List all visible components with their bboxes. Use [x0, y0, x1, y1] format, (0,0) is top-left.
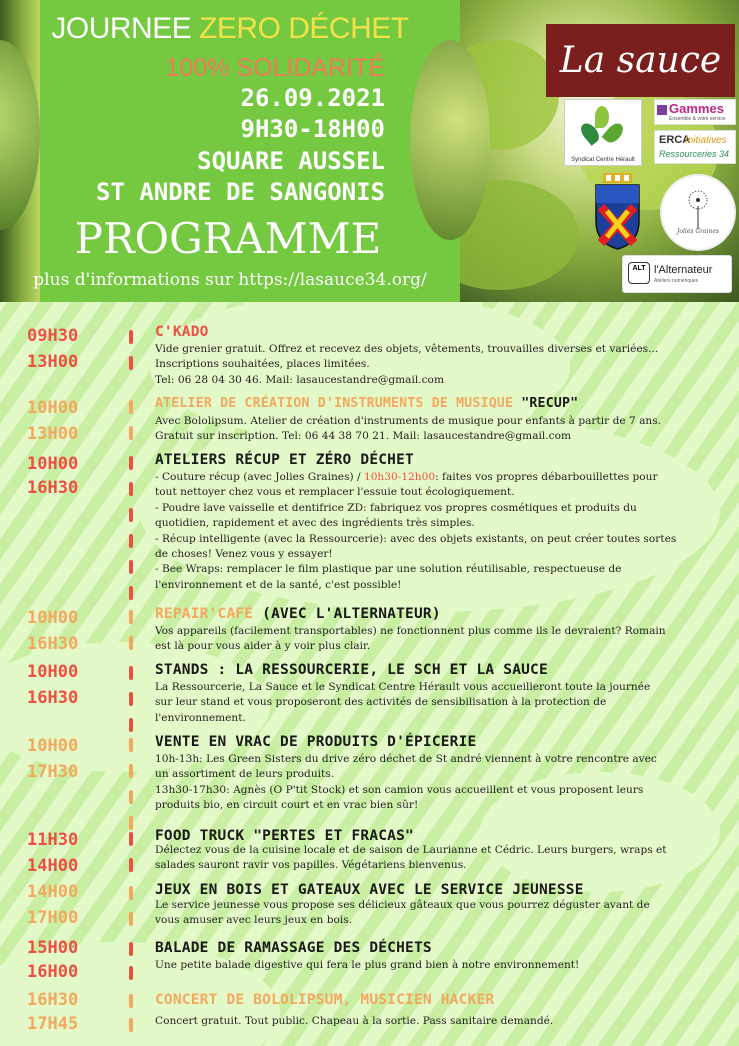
time-separator	[129, 636, 133, 650]
time-separator	[129, 456, 133, 470]
event-description: 10h-13h: Les Green Sisters du drive zéro déchet de St andré viennent à votre rencontre avec un assortiment de leurs produits. 13h30-17h30: Agnès (O P'tit Stock) et son camion vous accueillent et vous proposent leurs produits bio, en circuit court et en vrac bien sûr!	[155, 753, 657, 812]
event-description: Vos appareils (facilement transportables) ne fonctionnent plus comme ils le devraient? Romain est là pour vous aider à y voir plus clair.	[155, 625, 666, 653]
gammes-square-icon	[657, 105, 667, 115]
event-title: FOOD TRUCK "PERTES ET FRACAS"	[155, 828, 414, 844]
event-title: JOURNEE ZERO DÉCHET	[51, 12, 409, 45]
time-separator	[129, 586, 133, 600]
event-title: ATELIERS RÉCUP ET ZÉRO DÉCHET	[155, 452, 414, 468]
time-separator	[129, 738, 133, 752]
event-end-time: 16H30	[27, 634, 79, 654]
leaf-icon	[595, 106, 609, 128]
event-description: Concert gratuit. Tout public. Chapeau à la sortie. Pass sanitaire demandé.	[155, 1015, 554, 1027]
time-separator	[129, 816, 133, 830]
event-description: Délectez vous de la cuisine locale et de saison de Laurianne et Cédric. Leurs burgers, wraps et salades sauront ravir vos papilles. Végétariens bienvenus.	[155, 844, 667, 872]
erca-logo: ERCA Initiatives Ressourceries 34	[654, 130, 736, 164]
time-separator	[129, 482, 133, 496]
gammes-logo: Gammes Ensemble & votre service	[654, 99, 736, 125]
time-separator	[129, 330, 133, 344]
event-start-time: 10H00	[27, 608, 79, 628]
time-separator	[129, 426, 133, 440]
event-start-time: 14H00	[27, 882, 79, 902]
programme-heading: PROGRAMME	[74, 214, 382, 263]
event-end-time: 17H45	[27, 1014, 79, 1034]
event-description: Avec Bololipsum. Atelier de création d'instruments de musique pour enfants à partir de 7 ans. Gratuit sur inscription. Tel: 06 44 38 70 21. Mail: lasaucestandre@gmail.com	[155, 415, 662, 443]
time-separator	[129, 832, 133, 846]
time-separator	[129, 692, 133, 706]
time-separator	[129, 356, 133, 370]
time-separator	[129, 764, 133, 778]
event-title: VENTE EN VRAC DE PRODUITS D'ÉPICERIE	[155, 734, 477, 750]
time-separator	[129, 534, 133, 548]
event-start-time: 15H00	[27, 938, 79, 958]
event-start-time: 16H30	[27, 990, 79, 1010]
time-separator	[129, 400, 133, 414]
event-title: BALADE DE RAMASSAGE DES DÉCHETS	[155, 940, 432, 956]
time-separator	[129, 610, 133, 624]
header-banner	[0, 0, 739, 302]
event-description: Le service jeunesse vous propose ses délicieux gâteaux que vous pourrez déguster avant de vous amuser avec leurs jeux en bois.	[155, 899, 650, 927]
event-description: La Ressourcerie, La Sauce et le Syndicat Centre Hérault vous accueilleront toute la journée sur leur stand et vous proposeront des activités de sensibilisation à la protection de l'environnement.	[155, 681, 651, 724]
time-separator	[129, 790, 133, 804]
time-separator	[129, 942, 133, 956]
event-end-time: 13H00	[27, 424, 79, 444]
time-separator	[129, 994, 133, 1008]
time-separator	[129, 666, 133, 680]
event-start-time: 10H00	[27, 736, 79, 756]
time-separator	[129, 858, 133, 872]
time-separator	[129, 966, 133, 980]
event-end-time: 16H30	[27, 478, 79, 498]
event-place: SQUARE AUSSEL	[197, 147, 385, 175]
time-separator	[129, 1018, 133, 1032]
event-town: ST ANDRE DE SANGONIS	[96, 178, 385, 206]
time-separator	[129, 912, 133, 926]
event-description: Une petite balade digestive qui fera le plus grand bien à notre environnement!	[155, 959, 580, 971]
event-end-time: 16H30	[27, 688, 79, 708]
programme-section	[0, 302, 739, 1046]
event-hours: 9H30-18H00	[240, 115, 385, 143]
event-end-time: 16H00	[27, 962, 79, 982]
event-start-time: 10H00	[27, 662, 79, 682]
info-link[interactable]: plus d'informations sur https://lasauce34.org/	[33, 270, 427, 290]
time-separator	[129, 508, 133, 522]
event-end-time: 17H30	[27, 762, 79, 782]
event-end-time: 13H00	[27, 352, 79, 372]
alternateur-logo: ALT l'Alternateur Ateliers numériques	[622, 255, 732, 293]
event-end-time: 17H00	[27, 908, 79, 928]
time-separator	[129, 560, 133, 574]
event-title: JEUX EN BOIS ET GATEAUX AVEC LE SERVICE JEUNESSE	[155, 882, 584, 898]
sch-logo: Syndicat Centre Hérault	[564, 99, 642, 166]
event-start-time: 11H30	[27, 830, 79, 850]
event-title: ATELIER DE CRÉATION D'INSTRUMENTS DE MUSIQUE "RECUP"	[155, 396, 579, 411]
time-separator	[129, 718, 133, 732]
event-start-time: 10H00	[27, 454, 79, 474]
lasauce-logo: La sauce	[546, 24, 735, 97]
panel-notch-right	[410, 40, 490, 240]
jolies-graines-logo: Jolies Graines	[660, 174, 736, 251]
event-start-time: 09H30	[27, 326, 79, 346]
event-end-time: 14H00	[27, 856, 79, 876]
town-coat-of-arms-icon	[593, 173, 642, 250]
event-description: - Couture récup (avec Jolies Graines) / 10h30-12h00: faites vos propres débarbouillettes pour tout nettoyer chez vous et remplacer l'essuie tout écologiquement. - Poudre lave vaisselle et dentifrice ZD: fabriquez vos propres cosmétiques et produits du quotidien, rapidement et avec des ingrédients très simples. - Récup intelligente (avec la Ressourcerie): avec des objets existants, on peut créer toutes sortes de choses! Venez vous y essayer! - Bee Wraps: remplacer le film plastique par une solution réutilisable, respectueuse de l'environnement et de la santé, c'est possible!	[155, 471, 677, 591]
event-start-time: 10H00	[27, 398, 79, 418]
event-subtitle: 100% SOLIDARITÉ	[165, 54, 385, 82]
event-title: REPAIR'CAFÉ (AVEC L'ALTERNATEUR)	[155, 606, 441, 622]
event-title: STANDS : LA RESSOURCERIE, LE SCH ET LA SAUCE	[155, 662, 548, 678]
event-title: CONCERT DE BOLOLIPSUM, MUSICIEN HACKER	[155, 992, 495, 1008]
time-separator	[129, 886, 133, 900]
event-title: C'KADO	[155, 324, 209, 340]
event-description: Vide grenier gratuit. Offrez et recevez des objets, vêtements, trouvailles diverses et variées... Inscriptions souhaitées, places limitées. Tel: 06 28 04 30 46. Mail: lasaucestandre@gmail.com	[155, 343, 659, 386]
event-date: 26.09.2021	[240, 84, 385, 112]
